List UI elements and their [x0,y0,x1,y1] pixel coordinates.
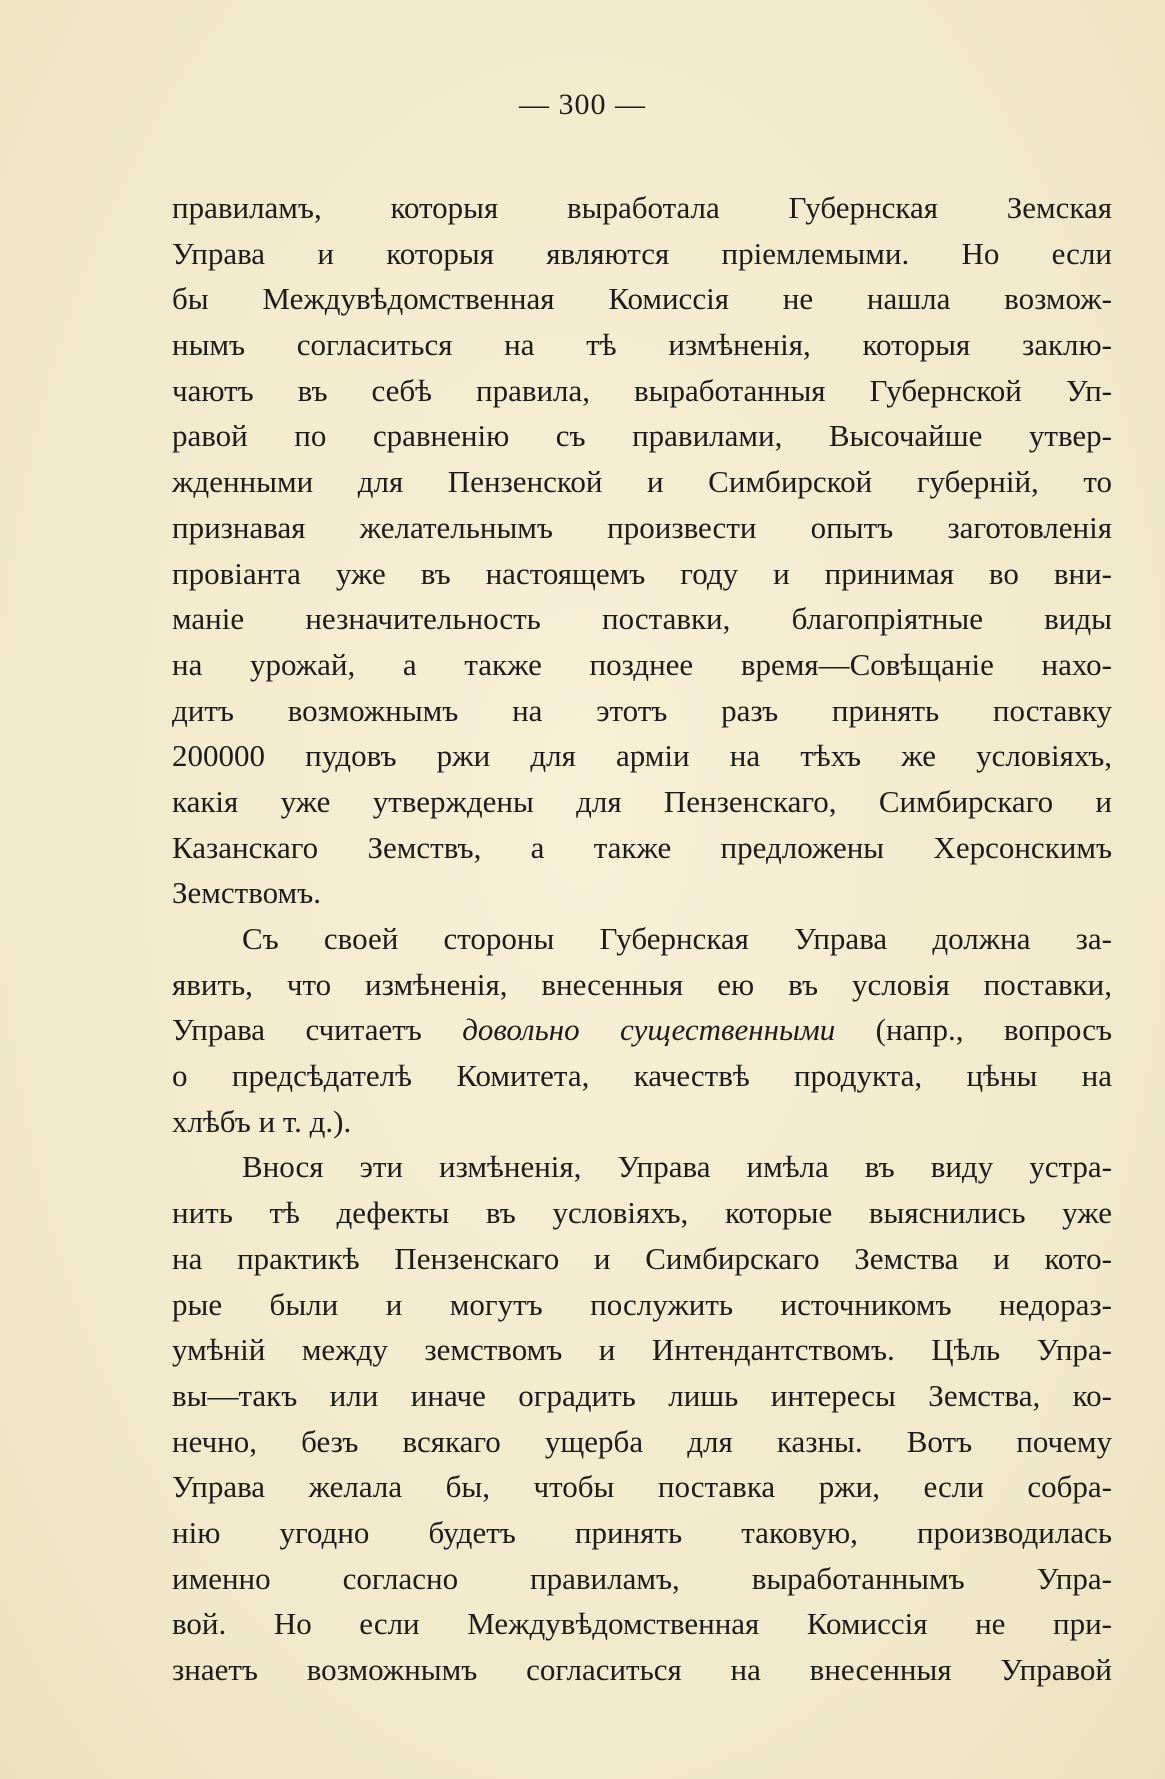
text-line: Внося эти измѣненія, Управа имѣла въ виду устра- [242,1149,1112,1185]
italic-phrase: довольно существенными [462,1012,836,1048]
text-line: Управа желала бы, чтобы поставка ржи, если собра- [172,1469,1112,1505]
text-line: Съ своей стороны Губернская Управа должна за- [242,921,1112,956]
page-number: — 300 — [519,88,646,121]
text-line: нечно, безъ всякаго ущерба для казны. Вотъ почему [172,1423,1112,1459]
text-line: на практикѣ Пензенскаго и Симбирскаго Земства и кото- [172,1240,1112,1276]
text-line: явить, что измѣненія, внесенныя ею въ условія поставки, [172,966,1112,1002]
text-line [172,1007,1112,1053]
text-line: умѣній между земствомъ и Интендантствомъ. Цѣль Упра- [172,1332,1112,1368]
text-line: равой по сравненію съ правилами, Высочайше утвер- [172,418,1112,454]
text-line: нить тѣ дефекты въ условіяхъ, которые выяснились уже [172,1195,1112,1231]
text-line: провіанта уже въ настоящемъ году и принимая во вни- [172,555,1112,591]
text-line: на урожай, а также позднее время—Совѣщаніе нахо- [172,646,1112,682]
text-line: жденными для Пензенской и Симбирской губерній, то [172,464,1112,500]
text-line: знаетъ возможнымъ согласиться на внесенныя Управой [172,1652,1112,1687]
text-line: Управа и которыя являются пріемлемыми. Но если [172,235,1112,271]
text-line: нію угодно будетъ принять таковую, производилась [172,1514,1112,1550]
text-line: правиламъ, которыя выработала Губернская Земская [172,190,1112,225]
text-line: дитъ возможнымъ на этотъ разъ принять поставку [172,692,1112,728]
text-line-segment: (напр., вопросъ [835,1012,1112,1048]
text-line: Земствомъ. [172,875,321,911]
text-line: признавая желательнымъ произвести опытъ заготовленія [172,509,1112,545]
body-text [172,185,1112,1693]
text-line: вы—такъ или иначе оградить лишь интересы Земства, ко- [172,1377,1112,1413]
text-line: о предсѣдателѣ Комитета, качествѣ продукта, цѣны на [172,1058,1112,1094]
text-line: рые были и могутъ послужить источникомъ недораз- [172,1286,1112,1322]
text-line-segment: Управа считаетъ [172,1012,463,1048]
text-line: какія уже утверждены для Пензенскаго, Симбирскаго и [172,783,1112,819]
text-line: именно согласно правиламъ, выработаннымъ Упра- [172,1560,1112,1596]
text-line: хлѣбъ и т. д.). [172,1103,352,1139]
text-line: чаютъ въ себѣ правила, выработанныя Губернской Уп- [172,372,1112,408]
text-line: вой. Но если Междувѣдомственная Комиссія не при- [172,1606,1112,1642]
text-line: бы Междувѣдомственная Комиссія не нашла возмож- [172,281,1112,317]
text-line: Казанскаго Земствъ, а также предложены Херсонскимъ [172,829,1112,865]
text-line: маніе незначительность поставки, благопріятные виды [172,601,1112,637]
text-line: 200000 пудовъ ржи для арміи на тѣхъ же условіяхъ, [172,738,1112,774]
text-line: нымъ согласиться на тѣ измѣненія, которыя заклю- [172,327,1112,363]
